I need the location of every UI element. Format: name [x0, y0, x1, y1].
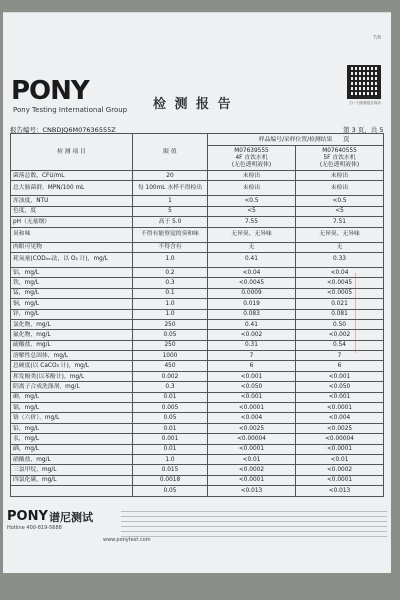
row-limit: 250	[133, 340, 208, 350]
table-row	[11, 382, 384, 392]
row-value-sample1: 6	[208, 361, 296, 371]
row-limit: 0.005	[133, 403, 208, 413]
sample1-id: M07639555	[234, 147, 269, 154]
row-value-sample1: <0.0001	[208, 403, 296, 413]
table-row	[11, 351, 384, 361]
table-row	[11, 227, 384, 242]
row-limit: 1.0	[133, 252, 208, 267]
row-item: 阴离子合成洗涤剂，mg/L	[11, 382, 133, 392]
row-item: 耗氧量(CODₘₙ法，以 O₂ 计)，mg/L	[11, 252, 133, 267]
table-row	[11, 267, 384, 277]
footer-cn-name: 谱尼测试	[49, 511, 93, 524]
row-item: 总大肠菌群，MPN/100 mL	[11, 181, 133, 196]
row-item: 氟化物，mg/L	[11, 330, 133, 340]
seal-stamp	[355, 273, 386, 353]
row-value-sample2: 6	[296, 361, 384, 371]
table-row	[11, 242, 384, 252]
report-number: 报告编号：CNBDJQ6M07636555Z	[10, 126, 116, 134]
row-value-sample1: 无	[208, 242, 296, 252]
footer-website: www.ponytest.com	[103, 537, 151, 543]
sample2-header	[296, 146, 384, 171]
row-item: 臭和味	[11, 227, 133, 242]
row-item: 氯化物，mg/L	[11, 319, 133, 329]
row-item: 硝酸盐，mg/L	[11, 454, 133, 464]
table-row	[11, 319, 384, 329]
table-row	[11, 434, 384, 444]
report-title: 检 测 报 告	[153, 97, 233, 112]
table-row	[11, 465, 384, 475]
row-value-sample1: 0.019	[208, 299, 296, 309]
row-limit: 每 100mL 水样不得检出	[133, 181, 208, 196]
sample1-desc: (无色透明液体)	[231, 161, 272, 168]
row-limit: 0.01	[133, 423, 208, 433]
row-item: 浑浊度，NTU	[11, 196, 133, 206]
row-value-sample2: <0.04	[296, 267, 384, 277]
row-value-sample1: 无异臭、无异味	[208, 227, 296, 242]
table-row	[11, 392, 384, 402]
row-limit: 1.0	[133, 309, 208, 319]
row-value-sample1: <0.0025	[208, 423, 296, 433]
row-value-sample1: <0.001	[208, 371, 296, 381]
row-value-sample1: 0.41	[208, 252, 296, 267]
row-value-sample2: 0.54	[296, 340, 384, 350]
row-item: 铜，mg/L	[11, 299, 133, 309]
row-limit: 不得有能察觉的臭和味	[133, 227, 208, 242]
logo-tagline: Pony Testing International Group	[13, 106, 128, 114]
row-limit: 0.1	[133, 288, 208, 298]
row-value-sample1: <0.0045	[208, 278, 296, 288]
row-value-sample2: 0.081	[296, 309, 384, 319]
results-table	[10, 133, 384, 497]
row-value-sample1: <5	[208, 206, 296, 216]
row-value-sample2: <0.0002	[296, 465, 384, 475]
sample2-desc: (无色透明液体)	[319, 161, 360, 168]
row-item: 铬（六价），mg/L	[11, 413, 133, 423]
table-row	[11, 309, 384, 319]
table-row	[11, 413, 384, 423]
sample-group-header: 样品编号/采样位置/检测结果	[208, 134, 384, 146]
row-limit: 不得含有	[133, 242, 208, 252]
row-value-sample2: <0.0001	[296, 403, 384, 413]
table-row	[11, 340, 384, 350]
row-limit: 1	[133, 196, 208, 206]
row-limit: 1.0	[133, 454, 208, 464]
row-limit: 20	[133, 171, 208, 181]
row-limit: 0.05	[133, 486, 208, 496]
table-row	[11, 181, 384, 196]
row-value-sample2: <0.5	[296, 196, 384, 206]
row-item: 肉眼可见物	[11, 242, 133, 252]
row-limit: 0.015	[133, 465, 208, 475]
qr-code-icon	[347, 65, 381, 99]
logo-text: PONY	[11, 76, 89, 106]
row-item: 色度，度	[11, 206, 133, 216]
row-limit: 450	[133, 361, 208, 371]
table-row	[11, 403, 384, 413]
table-row	[11, 288, 384, 298]
row-value-sample2: <0.0005	[296, 288, 384, 298]
table-row	[11, 361, 384, 371]
row-value-sample2: <5	[296, 206, 384, 216]
row-value-sample1: 0.31	[208, 340, 296, 350]
page-number: 第 3 页，共 5 页	[343, 126, 384, 143]
row-item: 铝，mg/L	[11, 267, 133, 277]
row-item: 砷，mg/L	[11, 392, 133, 402]
sample1-location: 4F 直饮水机	[235, 154, 268, 161]
footer-hotline: Hotline 400-819-5688	[7, 525, 62, 531]
row-value-sample1: <0.0001	[208, 444, 296, 454]
table-row	[11, 278, 384, 288]
row-item: 四氯化碳，mg/L	[11, 475, 133, 485]
row-item: 溶解性总固体，mg/L	[11, 351, 133, 361]
row-item: 汞，mg/L	[11, 434, 133, 444]
row-value-sample2: 未检出	[296, 181, 384, 196]
row-value-sample2: 0.50	[296, 319, 384, 329]
corner-mark: 7/8	[372, 35, 381, 41]
row-limit: 高于 5.0	[133, 217, 208, 227]
row-value-sample1: <0.0002	[208, 465, 296, 475]
table-row	[11, 171, 384, 181]
table-row	[11, 444, 384, 454]
row-item: 锌，mg/L	[11, 309, 133, 319]
row-value-sample2: 无	[296, 242, 384, 252]
pony-logo	[11, 78, 131, 104]
row-item: 硒，mg/L	[11, 444, 133, 454]
row-limit: 0.2	[133, 267, 208, 277]
row-value-sample1: <0.0001	[208, 475, 296, 485]
row-limit: 0.01	[133, 392, 208, 402]
row-item: 镉，mg/L	[11, 403, 133, 413]
row-value-sample2: 0.33	[296, 252, 384, 267]
table-row	[11, 486, 384, 496]
row-limit: 5	[133, 206, 208, 216]
row-item	[11, 486, 133, 496]
row-limit: 250	[133, 319, 208, 329]
col-limit-header: 限 值	[133, 134, 208, 171]
row-value-sample2: <0.001	[296, 392, 384, 402]
row-value-sample2: <0.00004	[296, 434, 384, 444]
report-sheet	[3, 12, 391, 573]
row-value-sample1: 7.55	[208, 217, 296, 227]
table-row	[11, 423, 384, 433]
footer-address-block	[121, 511, 387, 537]
sample2-id: M07640555	[322, 147, 357, 154]
row-limit: 0.05	[133, 330, 208, 340]
row-value-sample2: 未检出	[296, 171, 384, 181]
row-value-sample1: 0.41	[208, 319, 296, 329]
row-value-sample2: 无异臭、无异味	[296, 227, 384, 242]
row-limit: 0.01	[133, 444, 208, 454]
row-value-sample2: <0.01	[296, 454, 384, 464]
row-limit: 0.002	[133, 371, 208, 381]
table-row	[11, 371, 384, 381]
table-row	[11, 330, 384, 340]
row-item: 挥发酚类(以苯酚计)，mg/L	[11, 371, 133, 381]
row-value-sample2: <0.0045	[296, 278, 384, 288]
row-value-sample2: <0.0001	[296, 444, 384, 454]
table-row	[11, 196, 384, 206]
row-value-sample1: <0.002	[208, 330, 296, 340]
table-row	[11, 454, 384, 464]
row-item: 三氯甲烷，mg/L	[11, 465, 133, 475]
sample1-header	[208, 146, 296, 171]
row-value-sample2: 7.51	[296, 217, 384, 227]
footer-logo: PONY	[7, 509, 48, 524]
row-item: 铅，mg/L	[11, 423, 133, 433]
row-limit: 0.0018	[133, 475, 208, 485]
row-limit: 0.3	[133, 278, 208, 288]
row-value-sample1: 未检出	[208, 181, 296, 196]
qr-caption: 扫一扫查看报告真伪	[349, 101, 381, 105]
col-item-header: 检 测 项 目	[11, 134, 133, 171]
row-value-sample2: 0.021	[296, 299, 384, 309]
row-value-sample1: <0.04	[208, 267, 296, 277]
row-value-sample1: <0.001	[208, 392, 296, 402]
row-value-sample1: 0.0009	[208, 288, 296, 298]
table-row	[11, 475, 384, 485]
row-item: 菌落总数，CFU/mL	[11, 171, 133, 181]
row-value-sample2: <0.002	[296, 330, 384, 340]
row-value-sample1: <0.00004	[208, 434, 296, 444]
row-value-sample1: <0.013	[208, 486, 296, 496]
row-item: pH（无量纲）	[11, 217, 133, 227]
row-item: 总硬度(以 CaCO₃ 计)，mg/L	[11, 361, 133, 371]
row-limit: 0.001	[133, 434, 208, 444]
row-value-sample1: 0.083	[208, 309, 296, 319]
row-value-sample2: <0.0001	[296, 475, 384, 485]
row-value-sample2: <0.050	[296, 382, 384, 392]
row-limit: 0.05	[133, 413, 208, 423]
table-row	[11, 206, 384, 216]
row-value-sample1: <0.050	[208, 382, 296, 392]
row-limit: 1000	[133, 351, 208, 361]
table-row	[11, 252, 384, 267]
row-value-sample2: 7	[296, 351, 384, 361]
row-value-sample2: <0.004	[296, 413, 384, 423]
row-value-sample1: <0.01	[208, 454, 296, 464]
row-value-sample2: <0.001	[296, 371, 384, 381]
row-value-sample2: <0.013	[296, 486, 384, 496]
row-limit: 1.0	[133, 299, 208, 309]
table-row	[11, 217, 384, 227]
row-limit: 0.3	[133, 382, 208, 392]
table-row	[11, 299, 384, 309]
sample2-location: 5F 直饮水机	[323, 154, 356, 161]
row-value-sample1: <0.004	[208, 413, 296, 423]
row-value-sample1: 未检出	[208, 171, 296, 181]
row-item: 硫酸盐，mg/L	[11, 340, 133, 350]
row-value-sample1: <0.5	[208, 196, 296, 206]
row-value-sample2: <0.0025	[296, 423, 384, 433]
row-item: 锰，mg/L	[11, 288, 133, 298]
row-item: 铁，mg/L	[11, 278, 133, 288]
row-value-sample1: 7	[208, 351, 296, 361]
